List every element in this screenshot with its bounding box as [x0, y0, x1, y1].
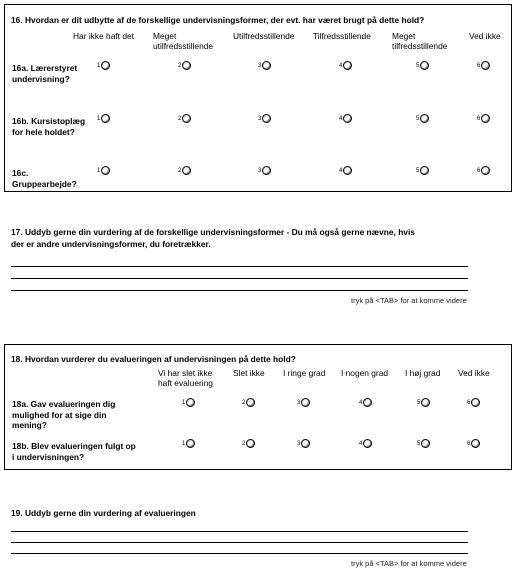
q19-tab-hint: tryk på <TAB> for at komme videre	[351, 559, 467, 568]
q16b-option-6-radio[interactable]: 6	[477, 114, 490, 123]
q16a-option-4-radio[interactable]: 4	[339, 61, 352, 70]
q18b-option-1-radio[interactable]: 1	[182, 439, 195, 448]
q19-answer-line-1[interactable]	[11, 531, 468, 532]
q18a-label: 18a. Gav evalueringen dig mulighed for at sige din mening?	[12, 399, 116, 430]
q16a-option-2-radio[interactable]: 2	[178, 61, 191, 70]
q18b-option-6-radio[interactable]: 6	[467, 439, 480, 448]
q16-col-header-6: Ved ikke	[469, 31, 501, 41]
question-18-title: 18. Hvordan vurderer du evalueringen af undervisningen på dette hold?	[11, 354, 296, 364]
q18-col-header-3: I ringe grad	[283, 368, 326, 378]
q16c-option-2-radio[interactable]: 2	[178, 166, 191, 175]
q16c-option-6-radio[interactable]: 6	[477, 166, 490, 175]
q18b-option-3-radio[interactable]: 3	[297, 439, 310, 448]
q18b-label: 18b. Blev evalueringen fulgt op i undervisningen?	[12, 441, 136, 462]
q16a-option-5-radio[interactable]: 5	[416, 61, 429, 70]
question-19-text: 19. Uddyb gerne din vurdering af evalueringen	[11, 508, 196, 518]
q16b-option-1-radio[interactable]: 1	[97, 114, 110, 123]
q16-col-header-1: Har ikke haft det	[73, 31, 134, 41]
q18-col-header-5: I høj grad	[405, 368, 441, 378]
q17-answer-line-1[interactable]	[11, 266, 468, 267]
q16-col-header-4: Tilfredsstillende	[313, 31, 371, 41]
q18-col-header-6: Ved ikke	[458, 368, 490, 378]
q17-answer-line-3[interactable]	[11, 290, 468, 291]
q16a-label: 16a. Lærerstyret undervisning?	[12, 63, 78, 84]
q18b-option-5-radio[interactable]: 5	[417, 439, 430, 448]
q18b-option-4-radio[interactable]: 4	[359, 439, 372, 448]
q16b-option-5-radio[interactable]: 5	[416, 114, 429, 123]
q17-answer-line-2[interactable]	[11, 278, 468, 279]
q17-tab-hint: tryk på <TAB> for at komme videre	[351, 296, 467, 305]
q16-col-header-5: Meget tilfredsstillende	[392, 31, 448, 51]
q19-answer-line-3[interactable]	[11, 553, 468, 554]
q18a-option-5-radio[interactable]: 5	[417, 398, 430, 407]
q18-col-header-4: I nogen grad	[341, 368, 389, 378]
q19-answer-line-2[interactable]	[11, 542, 468, 543]
q16c-option-5-radio[interactable]: 5	[416, 166, 429, 175]
q16b-label: 16b. Kursistoplæg for hele holdet?	[12, 116, 86, 137]
q18a-option-1-radio[interactable]: 1	[182, 398, 195, 407]
q18a-option-4-radio[interactable]: 4	[359, 398, 372, 407]
q18a-option-2-radio[interactable]: 2	[242, 398, 255, 407]
question-17-text: 17. Uddyb gerne din vurdering af de forskellige undervisningsformer - Du må også gerne nævne, hvis der er andre undervisningsformer, du foretrækker.	[11, 227, 415, 249]
q16c-option-1-radio[interactable]: 1	[97, 166, 110, 175]
q18a-option-6-radio[interactable]: 6	[467, 398, 480, 407]
q16-col-header-3: Utilfredsstillende	[233, 31, 295, 41]
question-16-title: 16. Hvordan er dit udbytte af de forskellige undervisningsformer, der evt. har været brugt på dette hold?	[11, 15, 425, 25]
q16b-option-3-radio[interactable]: 3	[258, 114, 271, 123]
q16c-label: 16c. Gruppearbejde?	[12, 168, 77, 189]
q18a-option-3-radio[interactable]: 3	[297, 398, 310, 407]
q16a-option-1-radio[interactable]: 1	[97, 61, 110, 70]
q16-col-header-2: Meget utilfredsstillende	[153, 31, 214, 51]
q18-col-header-1: Vi har slet ikke haft evaluering	[158, 368, 213, 388]
q16b-option-2-radio[interactable]: 2	[178, 114, 191, 123]
q16a-option-3-radio[interactable]: 3	[258, 61, 271, 70]
q16c-option-4-radio[interactable]: 4	[339, 166, 352, 175]
q16b-option-4-radio[interactable]: 4	[339, 114, 352, 123]
q18-col-header-2: Slet ikke	[233, 368, 265, 378]
q16a-option-6-radio[interactable]: 6	[477, 61, 490, 70]
q18b-option-2-radio[interactable]: 2	[242, 439, 255, 448]
q16c-option-3-radio[interactable]: 3	[258, 166, 271, 175]
